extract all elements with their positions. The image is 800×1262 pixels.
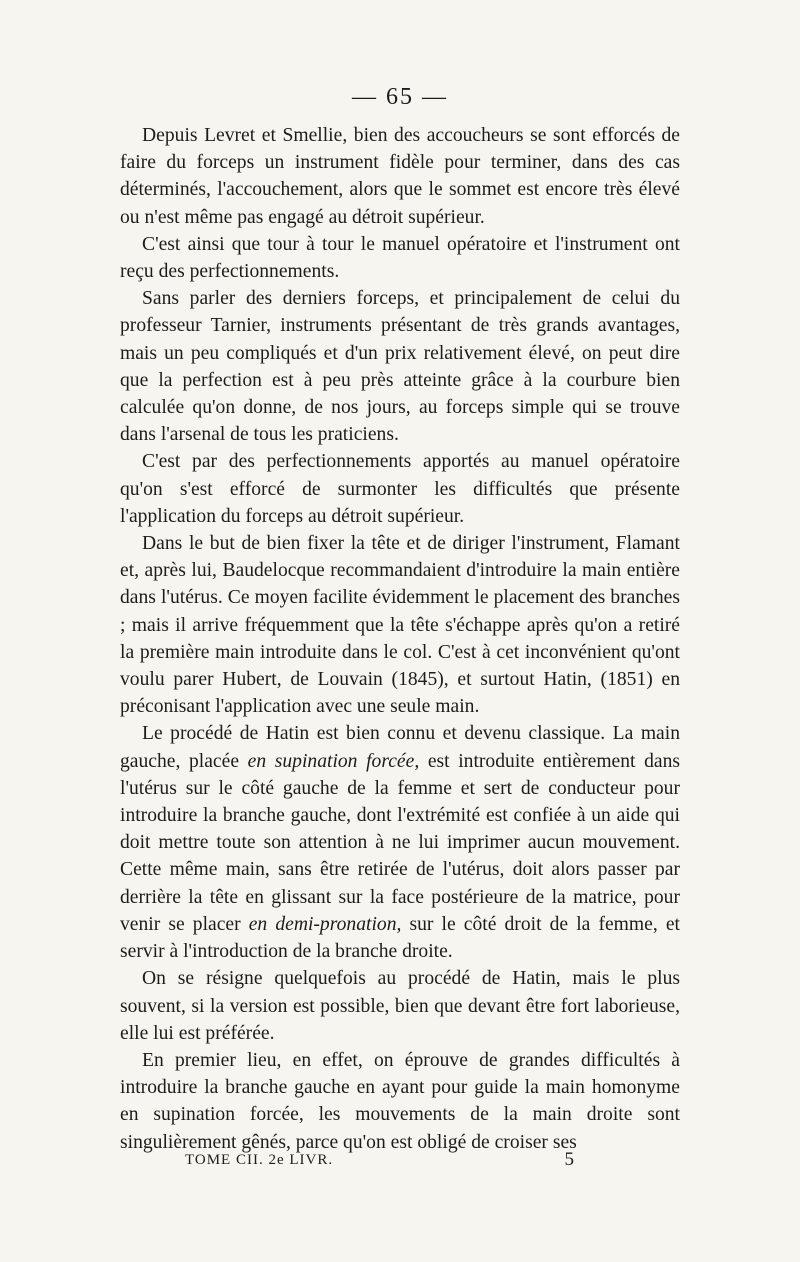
paragraph-levret-smellie: Depuis Levret et Smellie, bien des accoucheurs se sont efforcés de faire du forceps un instrument fidèle pour terminer, dans des cas déterminés, l'accouchement, alors que le sommet est encore très élevé ou n'est même pas engagé au détroit supérieur. — [120, 125, 680, 228]
hatin-text-2: est introduite entièrement dans l'utérus sur le côté gauche de la femme et sert de conducteur pour introduire la branche gauche, dont l'extrémité est confiée à un aide qui doit mettre toute son attention à ne lui imprimer aucun mouvement. Cette même main, sans être retirée de l'utérus, doit alors passer par derrière la tête en glissant sur la face postérieure de la matrice, pour venir se placer — [120, 750, 681, 935]
hatin-italic-pronation: en demi-pronation, — [248, 913, 402, 935]
paragraph-manuel-operatoire: C'est par des perfectionnements apportés au manuel opératoire qu'on s'est efforcé de surmonter les difficultés que présente l'application du forceps au détroit supérieur. — [120, 451, 680, 527]
paragraph-perfectionnements: C'est ainsi que tour à tour le manuel opératoire et l'instrument ont reçu des perfectionnements. — [120, 233, 680, 283]
hatin-text-3: sur le côté droit de la femme, et servir à l'introduction de la branche droite. — [120, 913, 680, 963]
paragraph-premier-lieu: En premier lieu, en effet, on éprouve de grandes difficultés à introduire la branche gauche en ayant pour guide la main homonyme en supination forcée, les mouvements de la main droite sont singulièrement gênés, parce qu'on est obligé de croiser ses — [120, 1049, 680, 1153]
volume-signature: TOME CII. 2e LIVR. — [185, 1152, 334, 1168]
body-text — [120, 122, 680, 1156]
hatin-text-1: Le procédé de Hatin est bien connu et devenu classique. La main gauche, placée — [120, 723, 680, 772]
hatin-italic-supination: en supination forcée, — [247, 750, 420, 772]
page-footer — [185, 1149, 575, 1171]
signature-mark: 5 — [564, 1149, 575, 1170]
page-number: — 65 — — [352, 84, 448, 110]
paragraph-flamant-baudelocque: Dans le but de bien fixer la tête et de diriger l'instrument, Flamant et, après lui, Baudelocque recommandaient d'introduire la main entière dans l'utérus. Ce moyen facilite évidemment le placement des branches ; mais il arrive fréquemment que la tête s'échappe après qu'on a retiré la première main introduite dans le col. C'est à cet inconvénient qu'ont voulu parer Hubert, de Louvain (1845), et surtout Hatin, (1851) en préconisant l'application avec une seule main. — [120, 533, 680, 718]
paragraph-resigne: On se résigne quelquefois au procédé de Hatin, mais le plus souvent, si la version est possible, bien que devant être fort laborieuse, elle lui est préférée. — [120, 968, 680, 1044]
paragraph-tarnier: Sans parler des derniers forceps, et principalement de celui du professeur Tarnier, instruments présentant de très grands avantages, mais un peu compliqués et d'un prix relativement élevé, on peut dire que la perfection est à peu près atteinte grâce à la courbure bien calculée qu'on donne, de nos jours, au forceps simple qui se trouve dans l'arsenal de tous les praticiens. — [120, 288, 680, 446]
paragraph-procede-hatin — [120, 720, 680, 965]
